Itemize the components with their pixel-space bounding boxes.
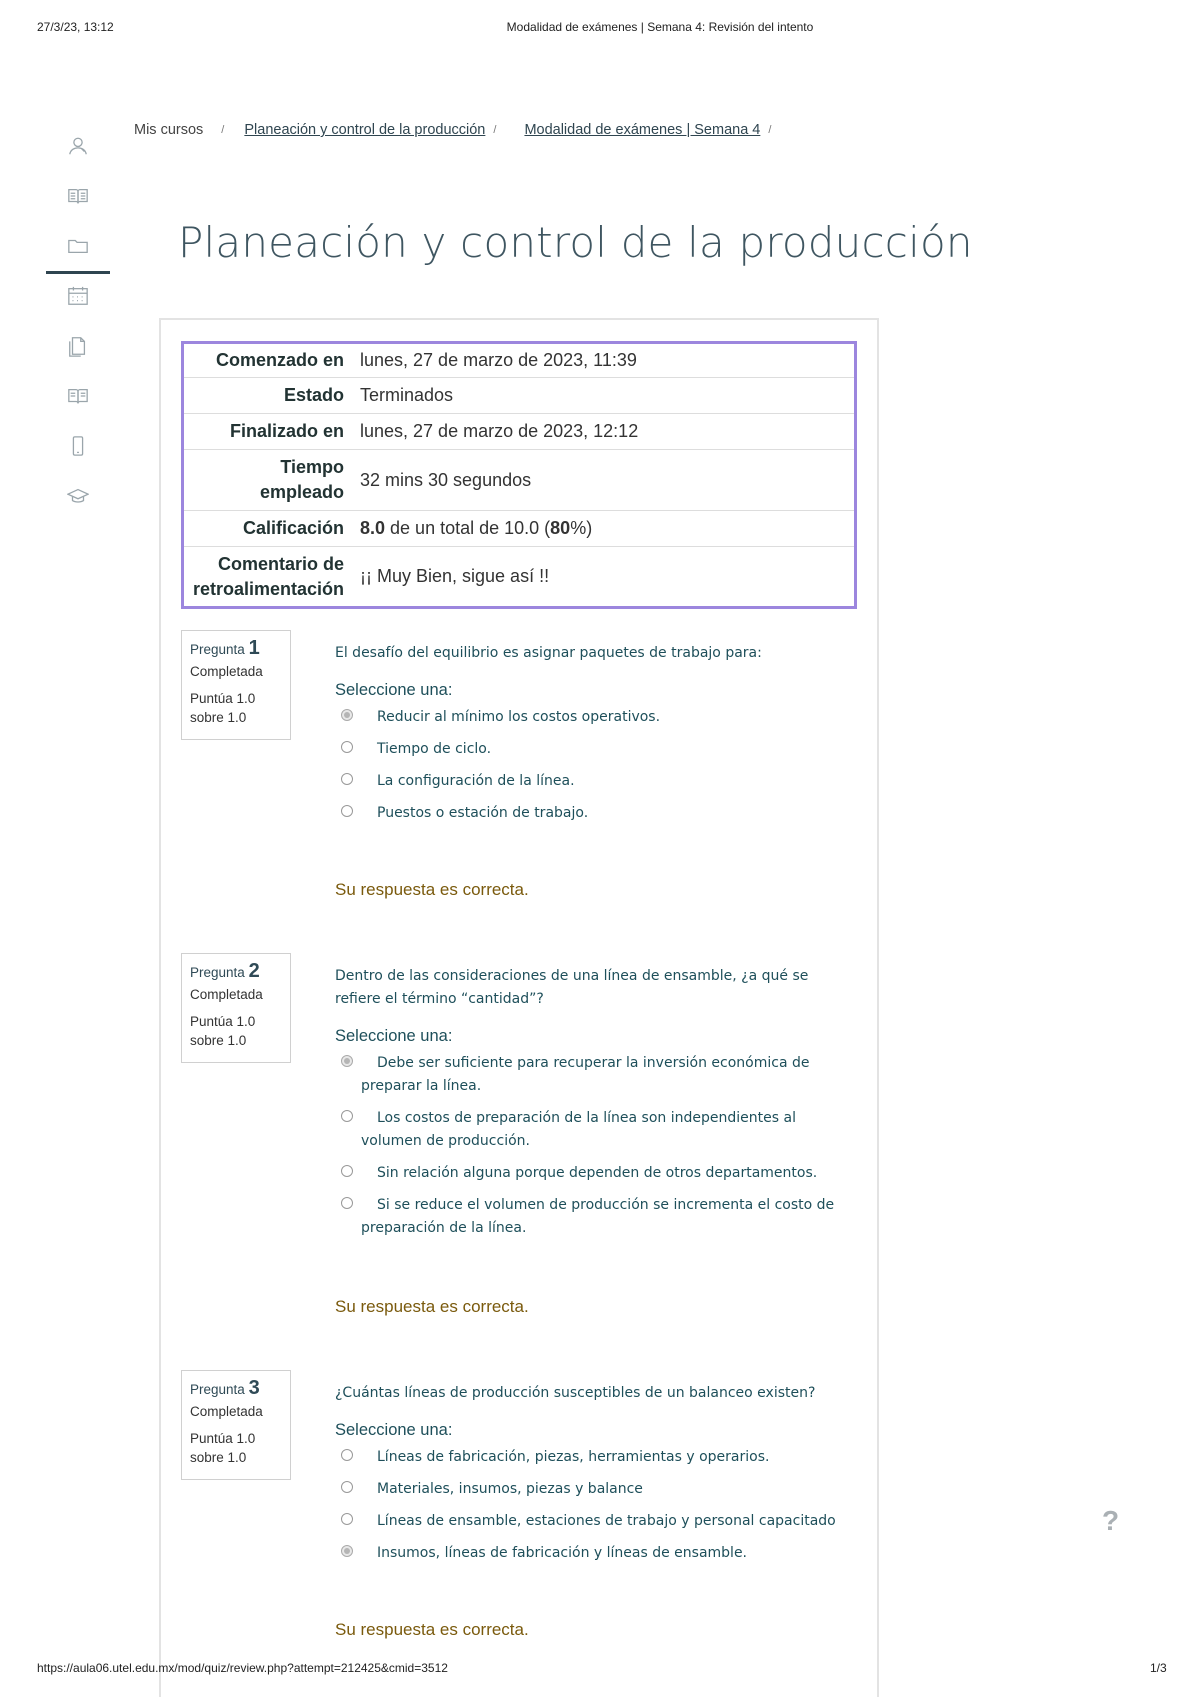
summary-label: Calificación <box>183 511 361 547</box>
option-text: Tiempo de ciclo. <box>377 741 492 757</box>
summary-value: 32 mins 30 segundos <box>360 450 856 511</box>
answer-option[interactable] <box>335 1446 845 1469</box>
summary-label-line: Comentario de <box>217 553 344 574</box>
print-date: 27/3/23, 13:12 <box>37 20 114 34</box>
breadcrumb <box>134 122 791 138</box>
library-icon <box>67 385 89 407</box>
summary-label: Comenzado en <box>183 343 361 378</box>
answer-option[interactable] <box>335 1194 845 1240</box>
answer-option[interactable] <box>335 706 845 729</box>
breadcrumb-separator: / <box>221 124 225 136</box>
summary-label <box>183 450 361 511</box>
option-text: Reducir al mínimo los costos operativos. <box>377 709 661 725</box>
question-prompt: Seleccione una: <box>335 1421 453 1439</box>
question-label: Pregunta <box>190 642 245 657</box>
breadcrumb-separator: / <box>493 124 497 136</box>
question-body-1 <box>335 642 845 834</box>
print-page-number: 1/3 <box>1150 1661 1167 1675</box>
breadcrumb-separator: / <box>768 124 772 136</box>
option-text: Materiales, insumos, piezas y balance <box>377 1481 643 1497</box>
option-text: Puestos o estación de trabajo. <box>377 805 589 821</box>
radio-button[interactable] <box>341 1545 353 1557</box>
question-label: Pregunta <box>190 965 245 980</box>
question-number: 3 <box>248 1377 260 1399</box>
radio-button[interactable] <box>341 1197 353 1209</box>
radio-button[interactable] <box>341 1055 353 1067</box>
summary-value: lunes, 27 de marzo de 2023, 12:12 <box>360 414 856 450</box>
summary-row-grade <box>183 511 856 547</box>
question-text: ¿Cuántas líneas de producción susceptibles de un balanceo existen? <box>335 1385 816 1401</box>
answer-option[interactable] <box>335 1478 845 1501</box>
question-number: 2 <box>248 960 260 982</box>
breadcrumb-my-courses[interactable]: Mis cursos <box>134 122 204 138</box>
option-text: La configuración de la línea. <box>377 773 575 789</box>
summary-row-time <box>183 450 856 511</box>
summary-row-finished <box>183 414 856 450</box>
summary-value: lunes, 27 de marzo de 2023, 11:39 <box>360 343 856 378</box>
answer-option[interactable] <box>335 1542 845 1565</box>
question-label: Pregunta <box>190 1382 245 1397</box>
score-line: sobre 1.0 <box>190 1033 247 1048</box>
radio-button[interactable] <box>341 1513 353 1525</box>
option-text: Líneas de fabricación, piezas, herramientas y operarios. <box>377 1449 770 1465</box>
question-feedback: Su respuesta es correcta. <box>335 880 529 899</box>
summary-label: Finalizado en <box>183 414 361 450</box>
folder-icon <box>67 235 89 257</box>
calendar-icon <box>67 285 89 307</box>
radio-button[interactable] <box>341 1165 353 1177</box>
attempt-summary-table <box>181 341 857 609</box>
answer-option[interactable] <box>335 770 845 793</box>
question-state: Completada <box>190 987 263 1002</box>
sidebar-item-courses[interactable] <box>46 176 110 216</box>
breadcrumb-course-link[interactable]: Planeación y control de la producción <box>244 122 486 138</box>
question-body-3 <box>335 1382 845 1574</box>
sidebar-item-library[interactable] <box>46 376 110 416</box>
summary-label-line: retroalimentación <box>192 578 344 599</box>
summary-value <box>360 511 856 547</box>
page-title: Planeación y control de la producción <box>178 218 973 267</box>
question-state: Completada <box>190 1404 263 1419</box>
answer-option[interactable] <box>335 1107 845 1153</box>
breadcrumb-exam-link[interactable]: Modalidad de exámenes | Semana 4 <box>524 122 761 138</box>
answer-option[interactable] <box>335 1510 845 1533</box>
option-text: Si se reduce el volumen de producción se incrementa el costo de preparación de la línea. <box>361 1197 835 1236</box>
score-line: Puntúa 1.0 <box>190 1014 256 1029</box>
question-feedback: Su respuesta es correcta. <box>335 1297 529 1316</box>
answer-option[interactable] <box>335 738 845 761</box>
documents-icon <box>67 335 89 357</box>
score-line: Puntúa 1.0 <box>190 1431 256 1446</box>
question-score <box>190 689 282 727</box>
question-prompt: Seleccione una: <box>335 681 453 699</box>
answer-option[interactable] <box>335 1162 845 1185</box>
question-info-3 <box>181 1370 291 1480</box>
summary-value: ¡¡ Muy Bien, sigue así !! <box>360 566 550 586</box>
grade-percent: 80 <box>550 518 571 538</box>
summary-value: Terminados <box>360 378 856 414</box>
score-line: Puntúa 1.0 <box>190 691 256 706</box>
summary-label-line: empleado <box>259 482 344 502</box>
summary-row-feedback <box>183 547 856 608</box>
score-line: sobre 1.0 <box>190 1450 247 1465</box>
option-text: Los costos de preparación de la línea son independientes al volumen de producción. <box>361 1110 796 1149</box>
question-feedback: Su respuesta es correcta. <box>335 1620 529 1639</box>
question-info-2 <box>181 953 291 1063</box>
summary-label-line: Tiempo <box>280 457 344 477</box>
radio-button[interactable] <box>341 709 353 721</box>
sidebar-item-grades[interactable] <box>46 476 110 516</box>
score-line: sobre 1.0 <box>190 710 247 725</box>
option-text: Sin relación alguna porque dependen de otros departamentos. <box>377 1165 818 1181</box>
question-body-2 <box>335 965 845 1249</box>
question-number: 1 <box>248 637 260 659</box>
option-text: Líneas de ensamble, estaciones de trabajo y personal capacitado <box>377 1513 836 1529</box>
sidebar-item-documents[interactable] <box>46 326 110 366</box>
summary-row-state <box>183 378 856 414</box>
radio-button[interactable] <box>341 1110 353 1122</box>
graduation-cap-icon <box>67 485 89 507</box>
sidebar-item-profile[interactable] <box>46 126 110 166</box>
mobile-icon <box>67 435 89 457</box>
question-info-1 <box>181 630 291 740</box>
grade-score: 8.0 <box>360 518 386 538</box>
print-title: Modalidad de exámenes | Semana 4: Revisión del intento <box>506 20 814 34</box>
summary-row-started <box>183 343 856 378</box>
summary-label: Estado <box>183 378 361 414</box>
sidebar-item-calendar[interactable] <box>46 276 110 316</box>
print-url: https://aula06.utel.edu.mx/mod/quiz/review.php?attempt=212425&cmid=3512 <box>37 1661 448 1675</box>
answer-option[interactable] <box>335 802 845 825</box>
user-icon <box>67 135 89 157</box>
grade-text: de un total de 10.0 ( <box>385 518 551 538</box>
question-state: Completada <box>190 664 263 679</box>
option-text: Insumos, líneas de fabricación y líneas de ensamble. <box>377 1545 748 1561</box>
question-score <box>190 1012 282 1050</box>
help-icon[interactable]: ? <box>1102 1505 1120 1536</box>
question-score <box>190 1429 282 1467</box>
radio-button[interactable] <box>341 1481 353 1493</box>
question-text: Dentro de las consideraciones de una línea de ensamble, ¿a qué se refiere el término “cantidad”? <box>335 968 809 1007</box>
radio-button[interactable] <box>341 773 353 785</box>
summary-label <box>183 547 361 608</box>
sidebar-item-mobile[interactable] <box>46 426 110 466</box>
grade-text: %) <box>570 518 593 538</box>
option-text: Debe ser suficiente para recuperar la inversión económica de preparar la línea. <box>361 1055 810 1094</box>
sidebar-item-files[interactable] <box>46 226 110 266</box>
radio-button[interactable] <box>341 805 353 817</box>
answer-option[interactable] <box>335 1052 845 1098</box>
book-icon <box>67 185 89 207</box>
question-prompt: Seleccione una: <box>335 1027 453 1045</box>
question-text: El desafío del equilibrio es asignar paquetes de trabajo para: <box>335 645 762 661</box>
sidebar-nav <box>46 126 110 526</box>
radio-button[interactable] <box>341 1449 353 1461</box>
radio-button[interactable] <box>341 741 353 753</box>
